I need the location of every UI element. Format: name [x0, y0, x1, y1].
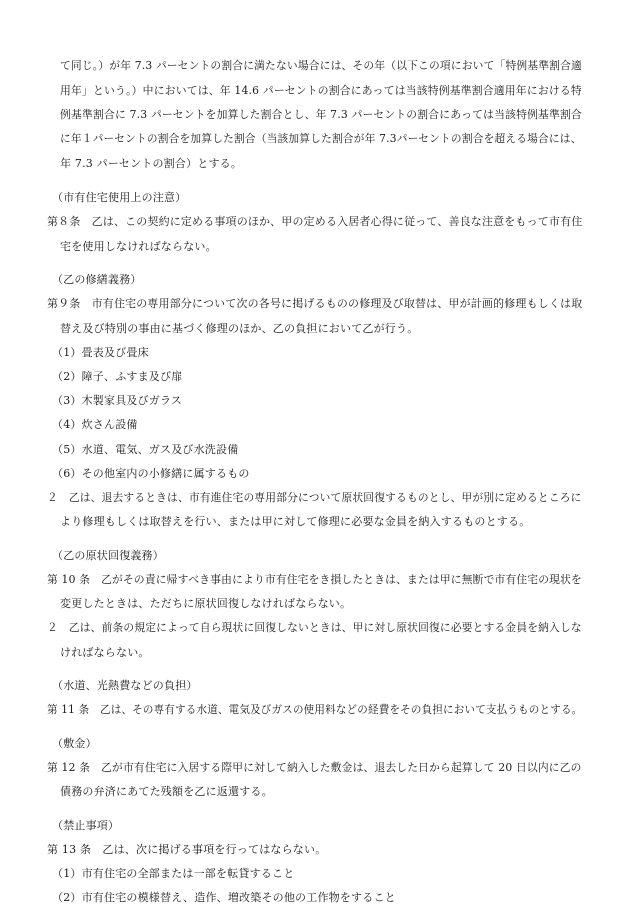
article-10-line: 第 10 条 乙がその責に帰すべき事由により市有住宅をき損したときは、または甲に無断で市有住宅の現状を	[47, 573, 582, 586]
list-item: （6）その他室内の小修繕に属するもの	[52, 467, 250, 480]
list-item: （2）障子、ふすま及び扉	[52, 370, 183, 383]
article-12-line: 第 12 条 乙が市有住宅に入居する際甲に対して納入した敷金は、退去した日から起算して 20 日以内に乙の	[47, 761, 582, 774]
article-9-line: 第９条 市有住宅の専用部分について次の各号に掲げるものの修理及び取替は、甲が計画的修理もしくは取	[47, 297, 583, 310]
article-8-line: 宅を使用しなければならない。	[60, 240, 217, 253]
article-11-heading: （水道、光熱費などの負担）	[52, 679, 198, 692]
list-item: （2）市有住宅の模様替え、造作、増改築その他の工作物をすること	[52, 891, 396, 904]
article-12-line: 債務の弁済にあてた残額を乙に返還する。	[60, 785, 273, 798]
article-8-line: 第８条 乙は、この契約に定める事項のほか、甲の定める入居者心得に従って、善良な注意をもって市有住	[47, 215, 583, 228]
article-11-line: 第 11 条 乙は、その専有する水道、電気及びガスの使用料などの経費をその負担において支払うものとする。	[47, 703, 583, 716]
article-13-line: 第 13 条 乙は、次に掲げる事項を行ってはならない。	[47, 843, 327, 856]
paragraph-line: 用年」という。）中においては、年 14.6 パーセントの割合にあっては当該特例基準割合適用年における特	[60, 84, 582, 97]
article-12-heading: （敷金）	[52, 737, 97, 750]
list-item: （5）水道、電気、ガス及び水洗設備	[52, 443, 239, 456]
article-10-paragraph-2: ければならない。	[60, 646, 150, 659]
article-9-line: 替え及び特別の事由に基づく修理のほか、乙の負担において乙が行う。	[60, 322, 419, 335]
list-item: （1）市有住宅の全部または一部を転貸すること	[52, 867, 295, 880]
list-item: （3）木製家具及びガラス	[52, 394, 183, 407]
article-10-paragraph-2: ２ 乙は、前条の規定によって自ら現状に回復しないときは、甲に対し原状回復に必要とする金員を納入しな	[47, 621, 582, 634]
list-item: （1）畳表及び畳床	[52, 346, 149, 359]
article-13-heading: （禁止事項）	[52, 819, 120, 832]
article-8-heading: （市有住宅使用上の注意）	[52, 191, 187, 204]
paragraph-line: に年１パーセントの割合を加算した割合（当該加算した割合が年 7.3パーセントの割合を超える場合には、	[60, 132, 582, 145]
article-10-line: 変更したときは、ただちに原状回復しなければならない。	[60, 597, 352, 610]
paragraph-line: て同じ。）が年 7.3 パーセントの割合に満たない場合には、その年（以下この項において「特例基準割合適	[60, 59, 582, 72]
article-9-heading: （乙の修繕義務）	[52, 273, 142, 286]
list-item: （4）炊さん設備	[52, 418, 138, 431]
article-9-paragraph-2: より修理もしくは取替えを行い、または甲に対して修理に必要な金員を納入するものとする。	[60, 515, 531, 528]
article-10-heading: （乙の原状回復義務）	[52, 549, 164, 562]
paragraph-line: 例基準割合に 7.3 パーセントを加算した割合とし、年 7.3 パーセントの割合にあっては当該特例基準割合	[60, 108, 583, 121]
paragraph-line: 年 7.3 パーセントの割合）とする。	[60, 157, 243, 170]
article-9-paragraph-2: ２ 乙は、退去するときは、市有進住宅の専用部分について原状回復するものとし、甲が別に定めるところに	[47, 491, 582, 504]
